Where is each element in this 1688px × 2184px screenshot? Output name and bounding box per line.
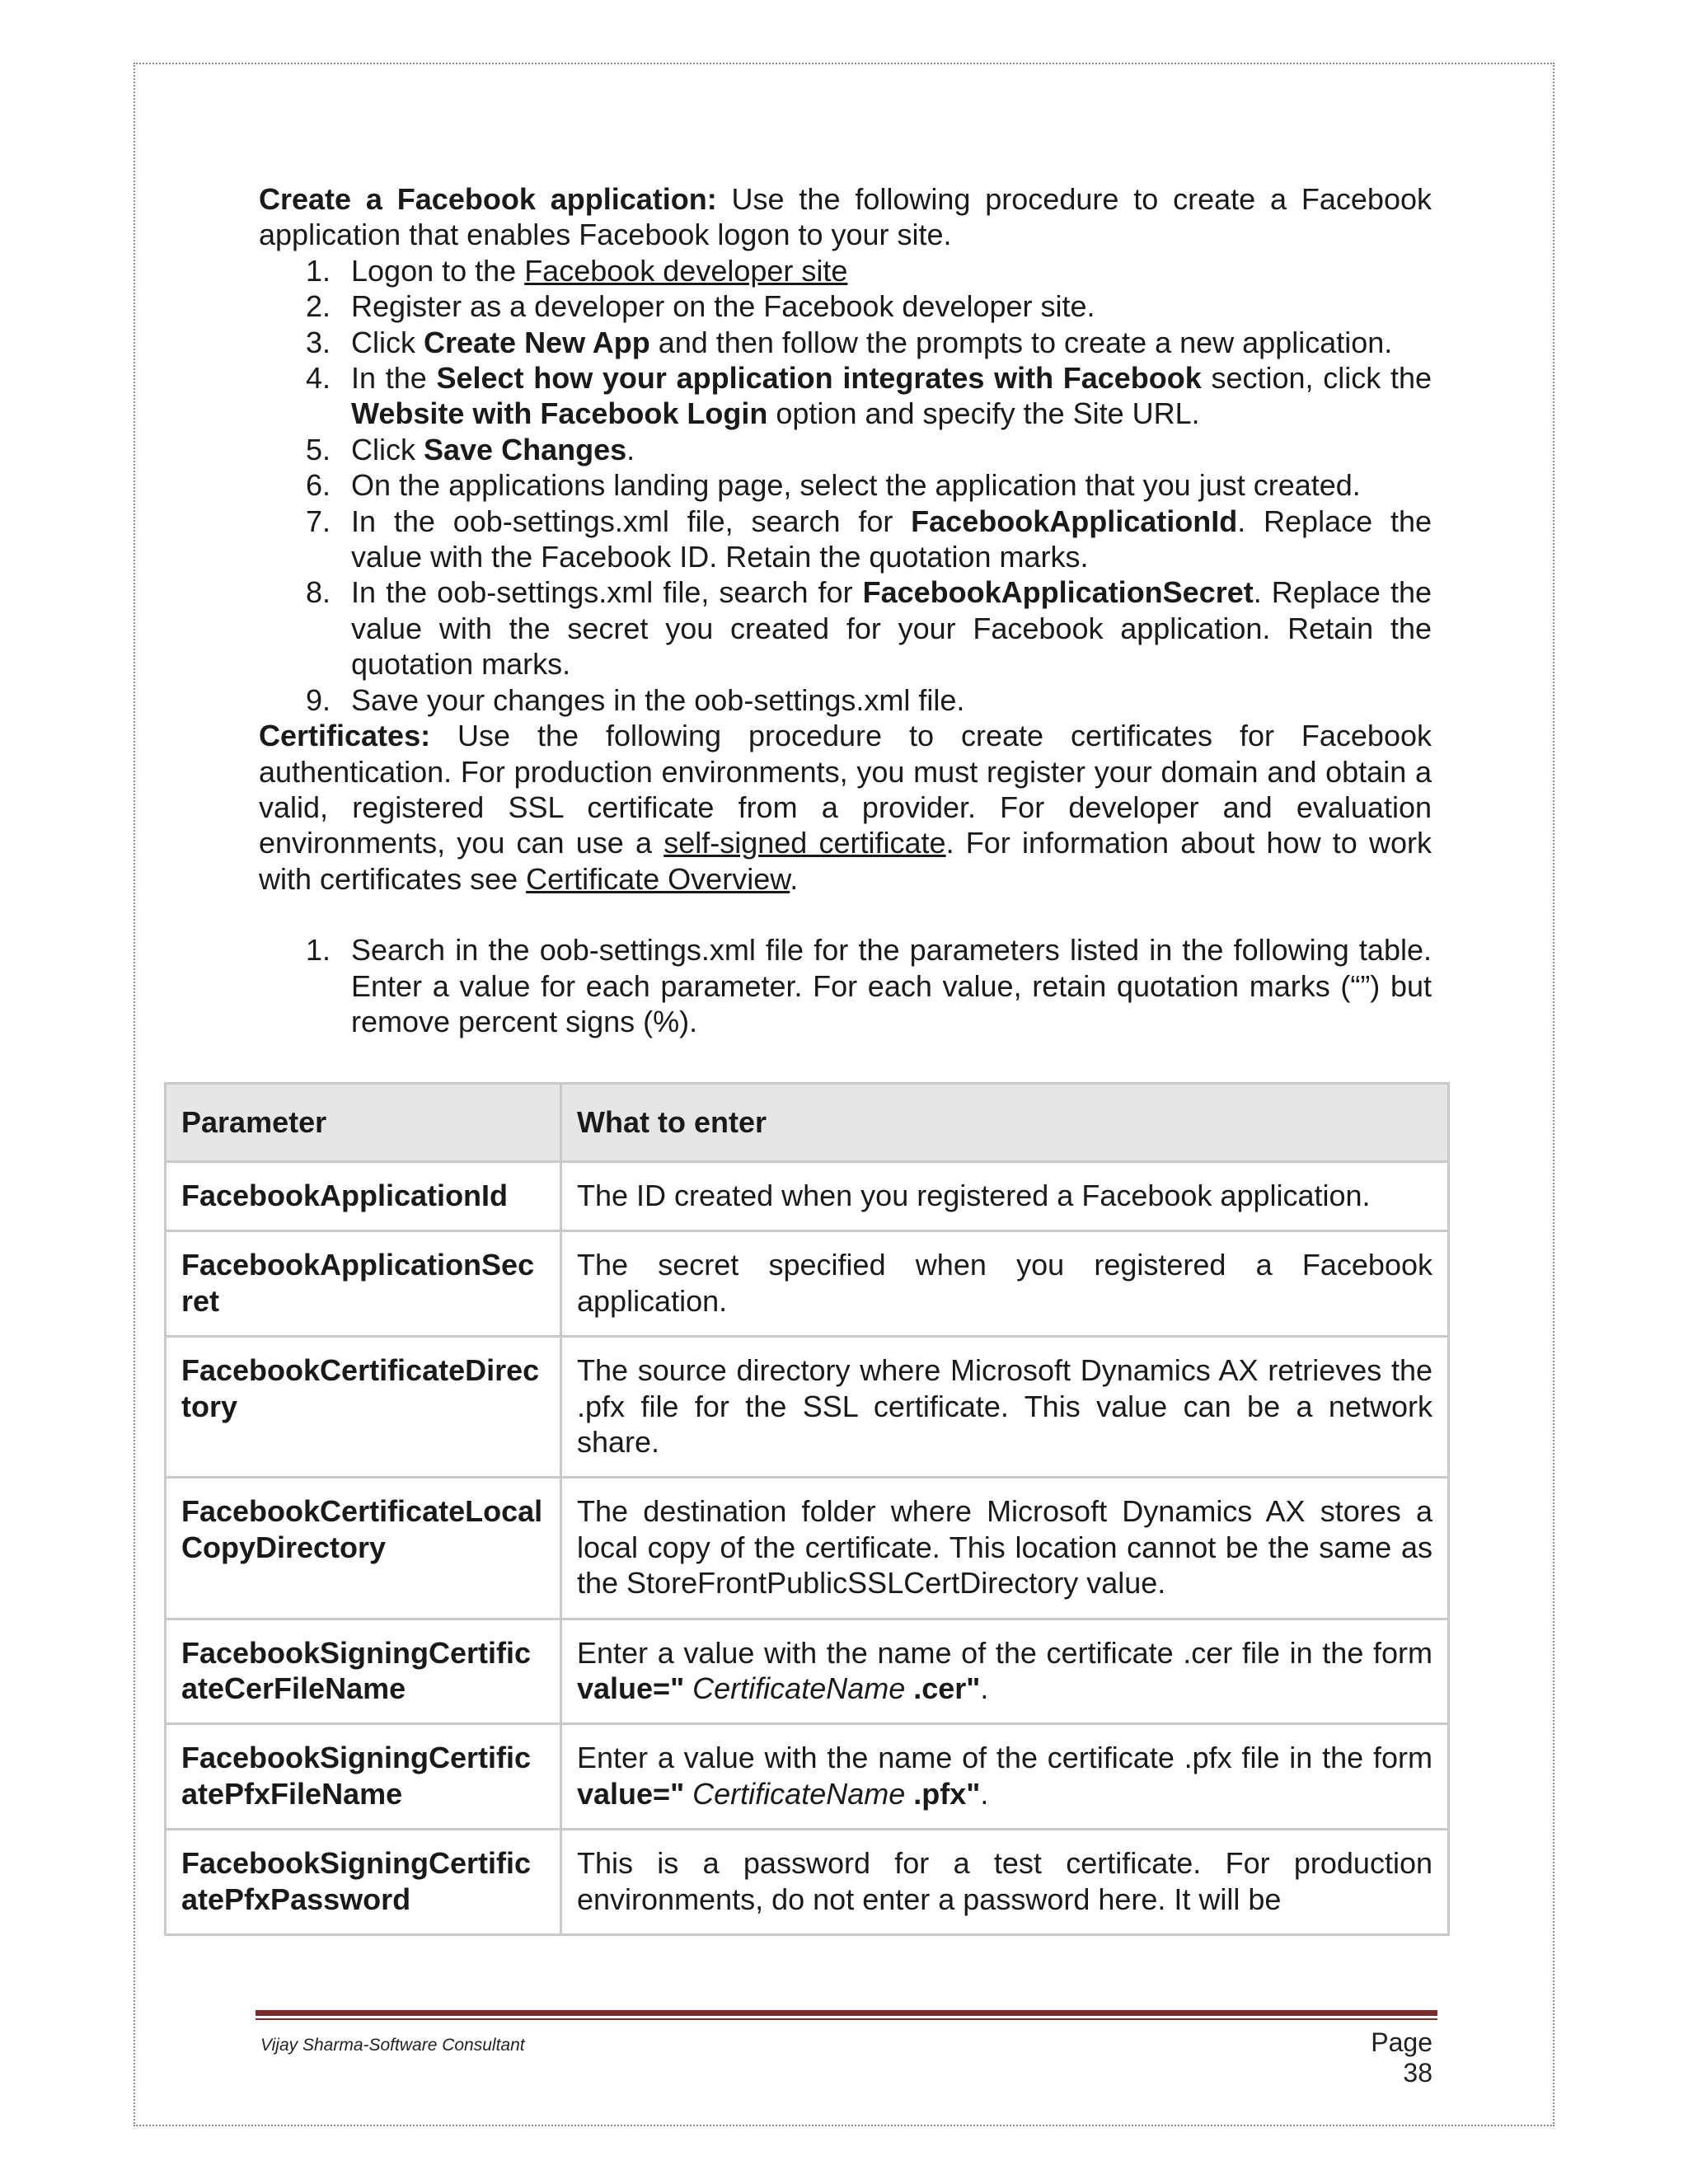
param-cell: FacebookSigningCertificatePfxFileName: [166, 1724, 561, 1830]
search-steps-list: [259, 932, 1432, 1039]
param-cell: FacebookSigningCertificatePfxPassword: [166, 1830, 561, 1935]
step-text: Register as a developer on the Facebook developer site.: [351, 289, 1095, 324]
step-bold-text: Save Changes: [424, 432, 627, 466]
steps-list: [259, 253, 1432, 718]
certificates-heading: Certificates:: [259, 719, 431, 753]
certificates-paragraph: [259, 718, 1432, 897]
desc-text: Enter a value with the name of the certificate .cer file in the form: [577, 1635, 1432, 1670]
table-row: [166, 1478, 1449, 1619]
desc-cell: The source directory where Microsoft Dynamics AX retrieves the .pfx file for the SSL certificate. This value can be a network share.: [561, 1337, 1449, 1478]
desc-italic: CertificateName: [684, 1671, 906, 1706]
table-row: [166, 1724, 1449, 1830]
desc-cell: The destination folder where Microsoft Dynamics AX stores a local copy of the certificate. This location cannot be the same as the StoreFrontPublicSSLCertDirectory value.: [561, 1478, 1449, 1619]
list-item: [259, 574, 1432, 682]
step-bold-text: Select how your application integrates with Facebook: [436, 361, 1202, 396]
desc-cell: [561, 1724, 1449, 1830]
step-text: Search in the oob-settings.xml file for the parameters listed in the following table. Enter a value for each parameter. For each value, retain quotation marks (“”) but remove percent signs (%).: [351, 933, 1432, 1038]
step-text: Click: [351, 325, 424, 359]
desc-text: .: [980, 1671, 989, 1706]
desc-italic: CertificateName: [684, 1776, 906, 1811]
table-row: [166, 1619, 1449, 1724]
step-text: Click: [351, 432, 424, 466]
list-number: 4.: [306, 361, 331, 396]
footer-author: Vijay Sharma-Software Consultant: [260, 2036, 525, 2055]
step-text: Logon to the: [351, 253, 525, 288]
desc-cell: This is a password for a test certificate. For production environments, do not enter a password here. It will be: [561, 1830, 1449, 1935]
list-number: 3.: [306, 325, 331, 359]
step-bold-text: FacebookApplicationId: [911, 504, 1238, 538]
step-bold-text: Website with Facebook Login: [351, 396, 768, 431]
param-cell: FacebookCertificateLocalCopyDirectory: [166, 1478, 561, 1619]
step-text: In the oob-settings.xml file, search for: [351, 504, 912, 538]
document-body: [259, 181, 1432, 1039]
param-cell: FacebookApplicationId: [166, 1162, 561, 1231]
list-number: 5.: [306, 432, 331, 466]
desc-bold: value=": [577, 1671, 685, 1706]
footer-rule-thin: [256, 2018, 1437, 2020]
step-text: In the: [351, 361, 437, 396]
list-item: [259, 682, 1432, 718]
list-number: 6.: [306, 468, 331, 503]
step-bold-text: FacebookApplicationSecret: [862, 575, 1254, 610]
self-signed-certificate-link[interactable]: self-signed certificate: [663, 826, 946, 860]
step-text: . Replace the value with the secret you created for your Facebook application. Retain the quotation marks.: [351, 575, 1432, 682]
certificates-text: .: [790, 861, 799, 896]
list-item: [259, 288, 1432, 324]
footer-rule: [256, 2010, 1437, 2016]
parameters-table: [164, 1082, 1450, 1936]
facebook-developer-site-link[interactable]: Facebook developer site: [524, 253, 848, 288]
list-item: [259, 504, 1432, 575]
desc-text: Enter a value with the name of the certificate .pfx file in the form: [577, 1741, 1432, 1775]
step-text: . Replace the value with the Facebook ID. Retain the quotation marks.: [351, 504, 1432, 574]
list-number: 1.: [306, 253, 331, 288]
desc-bold: value=": [577, 1776, 685, 1811]
table-row: [166, 1231, 1449, 1337]
list-item: [259, 253, 1432, 288]
step-text: On the applications landing page, select the application that you just created.: [351, 468, 1361, 503]
step-bold-text: Create New App: [424, 325, 650, 359]
step-text: and then follow the prompts to create a new application.: [649, 325, 1393, 359]
list-item: [259, 432, 1432, 467]
step-text: option and specify the Site URL.: [767, 396, 1200, 431]
desc-bold: .pfx": [905, 1776, 981, 1811]
table-row: [166, 1830, 1449, 1935]
step-text: In the oob-settings.xml file, search for: [351, 575, 863, 610]
list-item: [259, 932, 1432, 1039]
param-cell: FacebookCertificateDirectory: [166, 1337, 561, 1478]
certificate-overview-link[interactable]: Certificate Overview: [526, 861, 790, 896]
desc-cell: [561, 1619, 1449, 1724]
list-number: 8.: [306, 575, 331, 610]
table-header-row: [166, 1084, 1449, 1162]
list-item: [259, 467, 1432, 503]
intro-paragraph: [259, 181, 1432, 253]
column-header-parameter: Parameter: [166, 1084, 561, 1162]
spacer: [259, 897, 1432, 932]
certificates-text: Use the following procedure to create certificates for Facebook authentication. For production environments, you must register your domain and obtain a valid, registered SSL certificate from a provider. For developer and evaluation environments, you can use a: [259, 719, 1432, 860]
param-cell: FacebookApplicationSecret: [166, 1231, 561, 1337]
list-number: 9.: [306, 682, 331, 717]
list-number: 1.: [306, 933, 331, 968]
param-cell: FacebookSigningCertificateCerFileName: [166, 1619, 561, 1724]
list-item: [259, 325, 1432, 360]
column-header-what-to-enter: What to enter: [561, 1084, 1449, 1162]
intro-heading: Create a Facebook application:: [259, 182, 717, 216]
list-number: 2.: [306, 289, 331, 324]
certificates-text: . For information about how to work with certificates see: [259, 826, 1432, 896]
step-text: section, click the: [1201, 361, 1432, 396]
step-text: Save your changes in the oob-settings.xml file.: [351, 682, 965, 717]
desc-cell: The secret specified when you registered a Facebook application.: [561, 1231, 1449, 1337]
desc-cell: The ID created when you registered a Facebook application.: [561, 1162, 1449, 1231]
intro-text: Use the following procedure to create a Facebook application that enables Facebook logon to your site.: [259, 182, 1432, 252]
desc-bold: .cer": [905, 1671, 981, 1706]
table-row: [166, 1337, 1449, 1478]
table-row: [166, 1162, 1449, 1231]
desc-text: .: [980, 1776, 989, 1811]
list-number: 7.: [306, 504, 331, 538]
step-text: .: [626, 432, 635, 466]
list-item: [259, 360, 1432, 432]
page-number: Page 38: [1371, 2027, 1432, 2088]
